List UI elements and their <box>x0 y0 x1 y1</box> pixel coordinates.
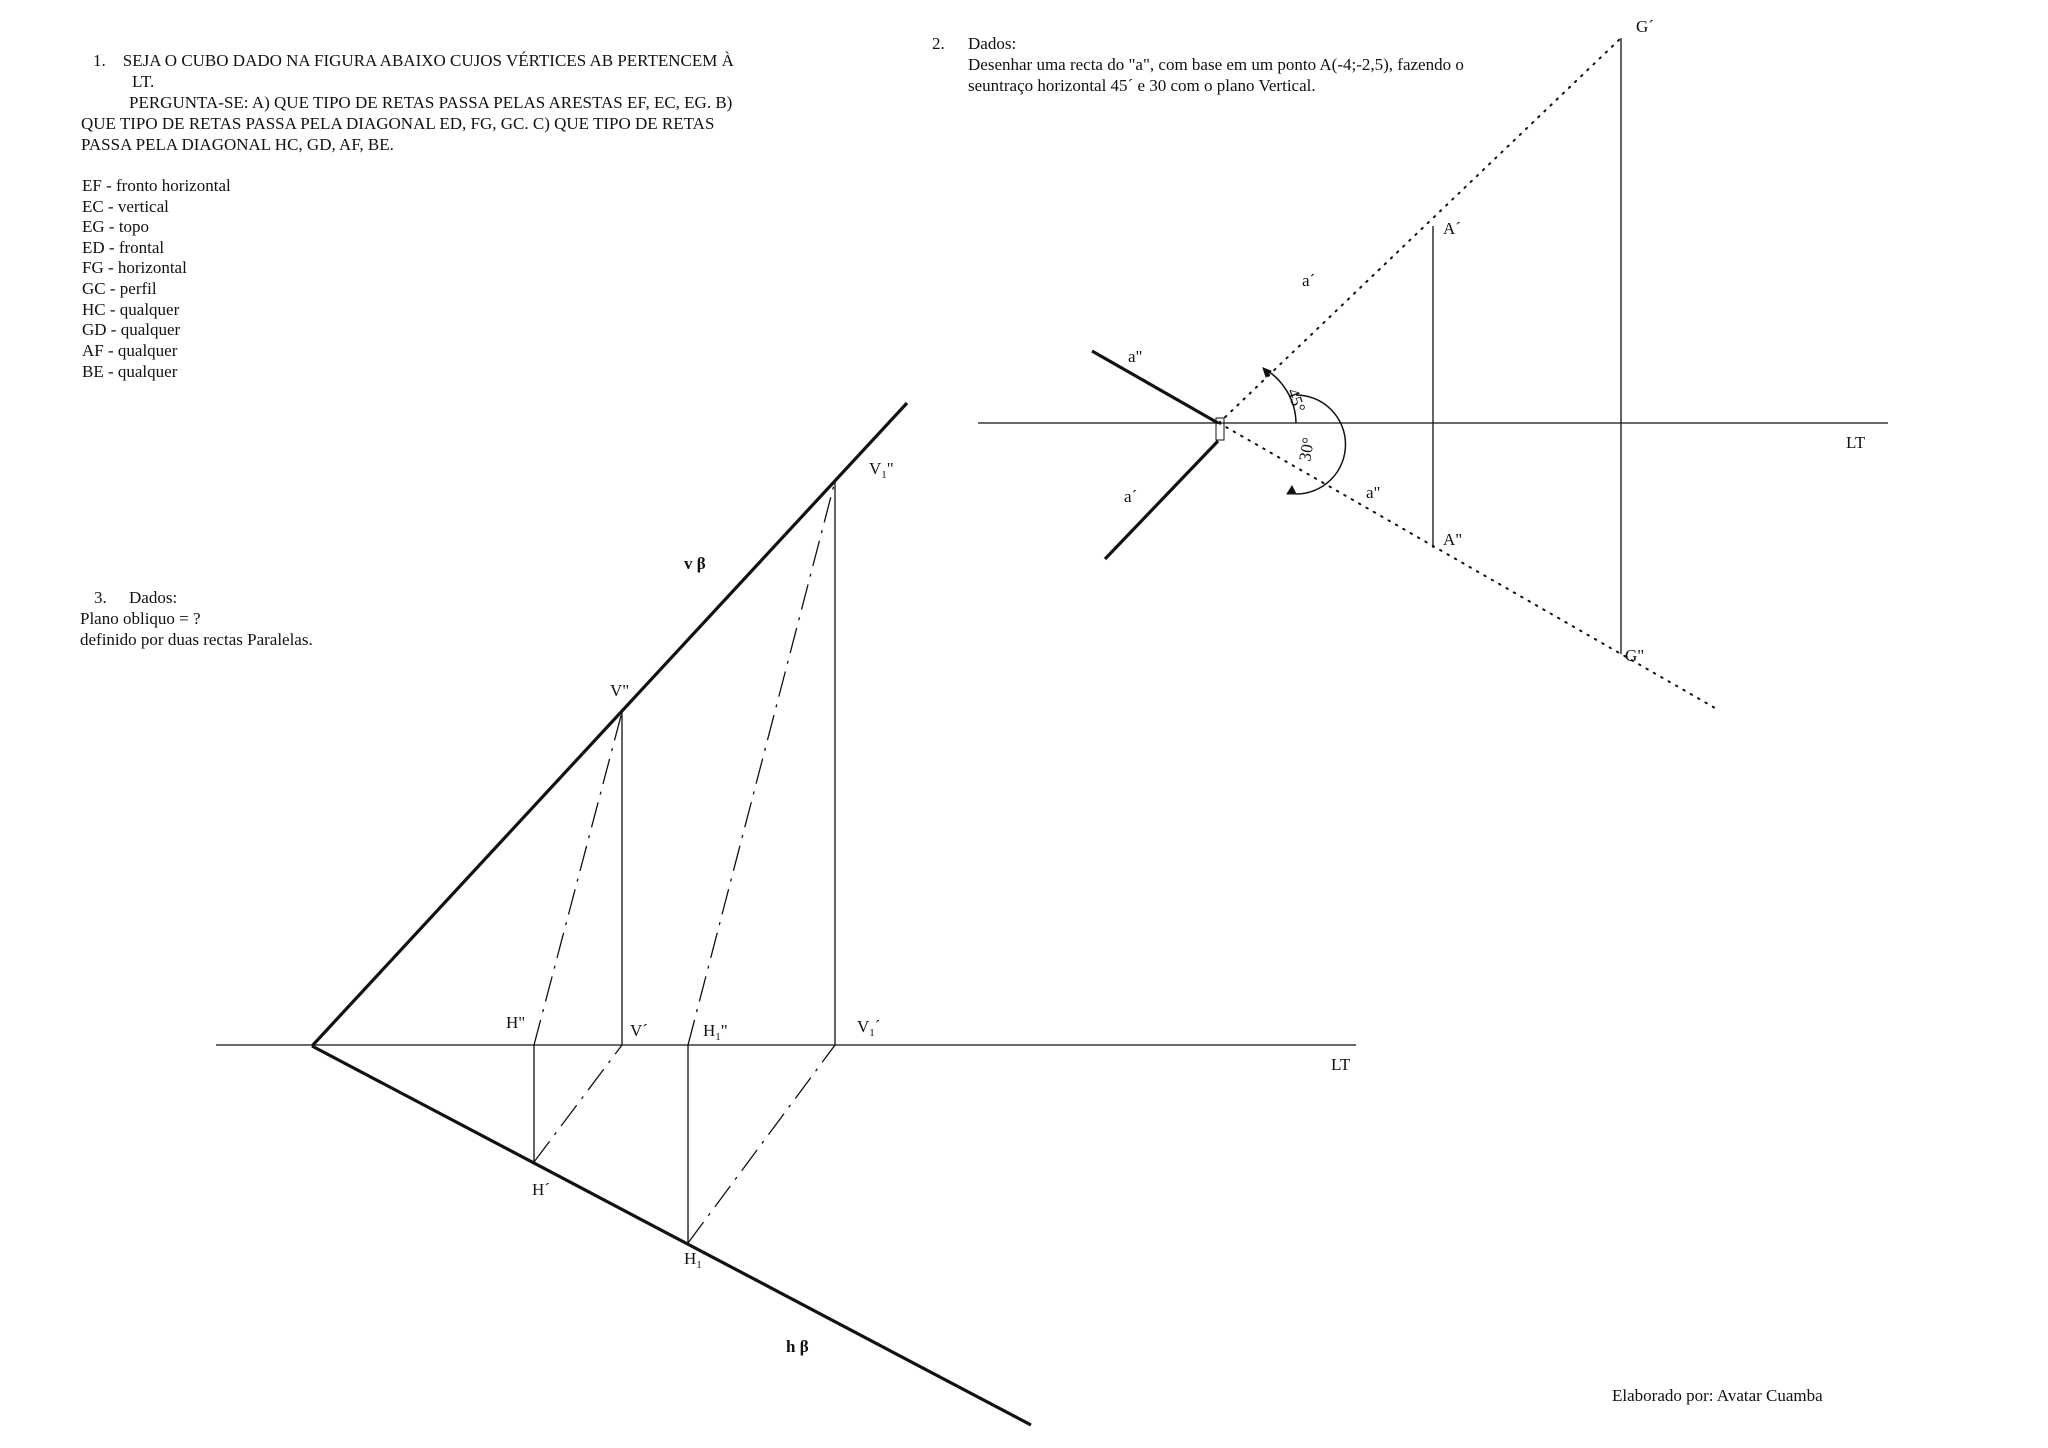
label-v1-dbl-main: V <box>869 459 882 478</box>
label-line-a-dbl-right: a" <box>1366 483 1381 502</box>
label-v1-prime-mark: ´ <box>874 1017 881 1036</box>
line-a-prime-left-thick <box>1105 441 1218 559</box>
label-h-prime: H´ <box>532 1180 550 1199</box>
label-h1-prime-mark: ´ <box>701 1249 708 1268</box>
label-lt-3: LT <box>1331 1055 1351 1074</box>
label-line-a-prime-top: a´ <box>1302 271 1316 290</box>
trace-h-beta <box>312 1046 1031 1425</box>
label-a-prime-point: A´ <box>1443 219 1461 238</box>
q1-answer-be: BE - qualquer <box>82 362 178 381</box>
label-h1-dbl-main: H <box>703 1021 716 1040</box>
label-v-prime: V´ <box>630 1021 648 1040</box>
label-v1-dbl <box>869 459 894 481</box>
label-h1-prime-sub: 1 <box>696 1259 702 1271</box>
exercise-2-labels <box>1124 17 1866 665</box>
q2-number: 2. <box>932 34 945 53</box>
label-line-a-dbl-left: a" <box>1128 347 1143 366</box>
label-v1-prime <box>857 1017 880 1039</box>
q1-answer-gc: GC - perfil <box>82 279 157 298</box>
angle-30-arrowhead <box>1287 486 1296 494</box>
line-a-dbl-left-thick <box>1092 351 1218 423</box>
label-h-beta: h β <box>786 1337 809 1356</box>
q2-title: Dados: <box>968 34 1017 53</box>
q1-line-4: QUE TIPO DE RETAS PASSA PELA DIAGONAL ED, FG, GC. C) QUE TIPO DE RETAS <box>81 114 715 133</box>
q1-answer-ef: EF - fronto horizontal <box>82 176 231 195</box>
label-a-dbl-point: A" <box>1443 530 1463 549</box>
label-v1-prime-main: V <box>857 1017 870 1036</box>
label-g-dbl: G" <box>1625 646 1645 665</box>
q3-number: 3. <box>94 588 107 607</box>
line-r-frontal-projection <box>534 712 622 1045</box>
line-a-horizontal-projection-dotted <box>1219 38 1621 423</box>
q1-answer-af: AF - qualquer <box>82 341 178 360</box>
label-v-dbl: V" <box>610 681 630 700</box>
exercise-3-labels <box>506 459 1351 1356</box>
q2-line-1: Desenhar uma recta do "a", com base em um ponto A(-4;-2,5), fazendo o <box>968 55 1464 74</box>
q1-answer-gd: GD - qualquer <box>82 320 181 339</box>
q2-line-2: seuntraço horizontal 45´ e 30 com o plano Vertical. <box>968 76 1316 95</box>
label-v1-dbl-sub: 1 <box>881 469 887 481</box>
q1-answer-hc: HC - qualquer <box>82 300 180 319</box>
q1-line-3: PERGUNTA-SE: A) QUE TIPO DE RETAS PASSA PELAS ARESTAS EF, EC, EG. B) <box>129 93 733 112</box>
q3-line-2: definido por duas rectas Paralelas. <box>80 630 313 649</box>
label-h1-dbl <box>703 1021 728 1043</box>
author-credit: Elaborado por: Avatar Cuamba <box>1612 1386 1823 1405</box>
line-s-frontal-projection <box>688 481 835 1045</box>
line-r-horizontal-projection <box>534 1045 622 1162</box>
label-lt-2: LT <box>1846 433 1866 452</box>
q1-line-1: 1. SEJA O CUBO DADO NA FIGURA ABAIXO CUJOS VÉRTICES AB PERTENCEM À <box>93 51 734 70</box>
exercise-3-drawing <box>216 403 1356 1425</box>
label-line-a-prime-left: a´ <box>1124 487 1138 506</box>
label-angle-45: 45° <box>1283 385 1310 415</box>
q1-answer-ec: EC - vertical <box>82 197 169 216</box>
label-g-prime: G´ <box>1636 17 1654 36</box>
q1-line-5: PASSA PELA DIAGONAL HC, GD, AF, BE. <box>81 135 394 154</box>
line-s-horizontal-projection <box>688 1045 835 1243</box>
q1-answer-fg: FG - horizontal <box>82 258 187 277</box>
label-h-dbl: H" <box>506 1013 526 1032</box>
label-h1-dbl-sub: 1 <box>715 1031 721 1043</box>
label-h1-prime-main: H <box>684 1249 697 1268</box>
q1-answer-ed: ED - frontal <box>82 238 165 257</box>
label-v-beta: v β <box>684 554 706 573</box>
q3-title: Dados: <box>129 588 178 607</box>
label-v1-dbl-mark: " <box>886 459 894 478</box>
trace-v-beta <box>312 403 907 1046</box>
label-h1-dbl-mark: " <box>720 1021 728 1040</box>
label-h1-prime <box>684 1249 707 1271</box>
q1-answer-eg: EG - topo <box>82 217 150 236</box>
q1-line-2: LT. <box>132 72 155 91</box>
line-a-vertical-projection-dotted <box>1219 423 1715 708</box>
q3-line-1: Plano obliquo = ? <box>80 609 201 628</box>
exercise-2-drawing <box>978 38 1888 708</box>
label-v1-prime-sub: 1 <box>869 1027 875 1039</box>
label-angle-30: 30° <box>1295 435 1319 463</box>
